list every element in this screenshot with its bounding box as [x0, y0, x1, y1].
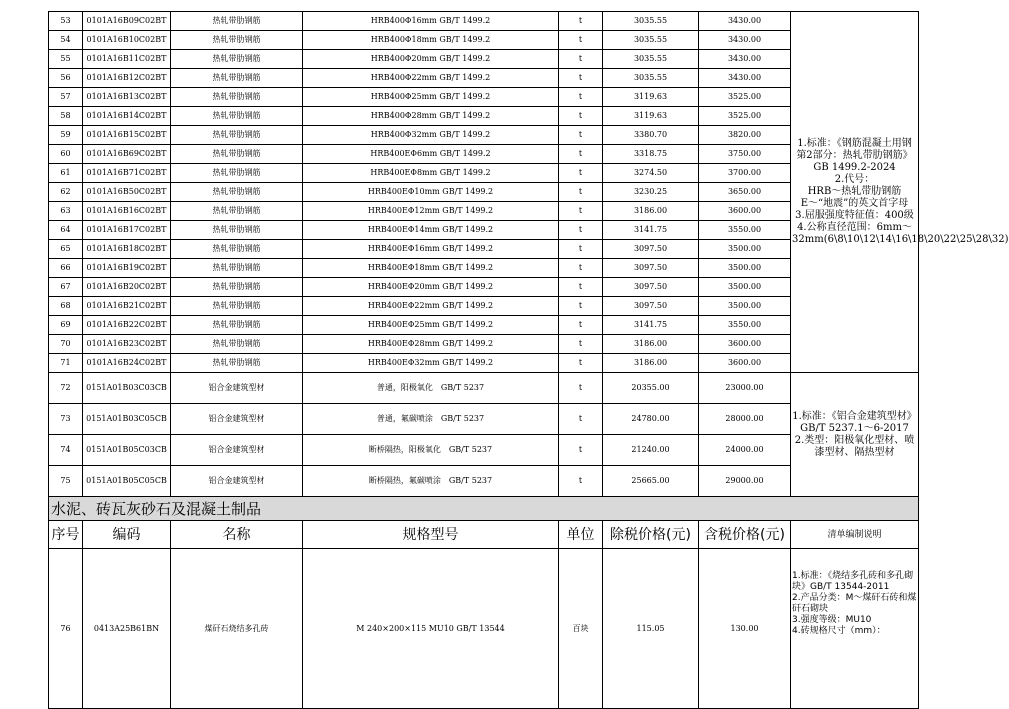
cell-code: 0101A16B22C02BT — [83, 316, 171, 335]
cell-price-inc-tax: 29000.00 — [699, 466, 791, 497]
cell-code: 0101A16B21C02BT — [83, 297, 171, 316]
cell-price-inc-tax: 23000.00 — [699, 373, 791, 404]
cell-name: 热轧带肋钢筋 — [171, 126, 303, 145]
cell-no: 64 — [49, 221, 83, 240]
cell-price-ex-tax: 3186.00 — [603, 335, 699, 354]
cell-no: 75 — [49, 466, 83, 497]
cell-price-inc-tax: 3430.00 — [699, 50, 791, 69]
cell-unit: t — [559, 316, 603, 335]
cell-name: 煤矸石烧结多孔砖 — [171, 549, 303, 709]
header-price-ex-tax: 除税价格(元) — [603, 521, 699, 549]
cell-price-ex-tax: 21240.00 — [603, 435, 699, 466]
cell-no: 69 — [49, 316, 83, 335]
cell-unit: t — [559, 435, 603, 466]
cell-unit: t — [559, 404, 603, 435]
cell-code: 0151A01B03C05CB — [83, 404, 171, 435]
cell-no: 54 — [49, 31, 83, 50]
table-row — [49, 164, 919, 183]
table-row — [49, 240, 919, 259]
cell-unit: t — [559, 259, 603, 278]
cell-price-ex-tax: 3380.70 — [603, 126, 699, 145]
cell-name: 热轧带肋钢筋 — [171, 316, 303, 335]
cell-no: 66 — [49, 259, 83, 278]
cell-no: 67 — [49, 278, 83, 297]
cell-code: 0101A16B23C02BT — [83, 335, 171, 354]
cell-name: 热轧带肋钢筋 — [171, 278, 303, 297]
table-row — [49, 466, 919, 497]
cell-code: 0151A01B05C05CB — [83, 466, 171, 497]
cell-code: 0151A01B05C03CB — [83, 435, 171, 466]
cell-spec: M 240×200×115 MU10 GB/T 13544 — [303, 549, 559, 709]
cell-name: 热轧带肋钢筋 — [171, 12, 303, 31]
cell-name: 铝合金建筑型材 — [171, 404, 303, 435]
cell-code: 0151A01B03C03CB — [83, 373, 171, 404]
cell-spec: HRB400Φ22mm GB/T 1499.2 — [303, 69, 559, 88]
cell-unit: t — [559, 69, 603, 88]
cell-code: 0101A16B10C02BT — [83, 31, 171, 50]
cell-spec: HRB400EΦ12mm GB/T 1499.2 — [303, 202, 559, 221]
cell-spec: HRB400EΦ16mm GB/T 1499.2 — [303, 240, 559, 259]
header-no: 序号 — [49, 521, 83, 549]
cell-name: 铝合金建筑型材 — [171, 466, 303, 497]
cell-price-ex-tax: 3318.75 — [603, 145, 699, 164]
brick-note: 1.标准：《烧结多孔砖和多孔砌块》GB/T 13544-2011 2.产品分类：M～煤矸石砖和煤矸石砌块 3.强度等级：MU10 4.砖规格尺寸（mm）： — [791, 549, 919, 709]
cell-no: 58 — [49, 107, 83, 126]
table-row — [49, 12, 919, 31]
cell-code: 0101A16B24C02BT — [83, 354, 171, 373]
cell-price-inc-tax: 3525.00 — [699, 107, 791, 126]
cell-spec: HRB400EΦ18mm GB/T 1499.2 — [303, 259, 559, 278]
cell-no: 60 — [49, 145, 83, 164]
cell-no: 71 — [49, 354, 83, 373]
cell-unit: t — [559, 31, 603, 50]
cell-spec: HRB400Φ18mm GB/T 1499.2 — [303, 31, 559, 50]
cell-unit: t — [559, 145, 603, 164]
table-row — [49, 69, 919, 88]
cell-no: 73 — [49, 404, 83, 435]
cell-spec: HRB400EΦ6mm GB/T 1499.2 — [303, 145, 559, 164]
table-row — [49, 31, 919, 50]
cell-no: 53 — [49, 12, 83, 31]
cell-price-inc-tax: 3700.00 — [699, 164, 791, 183]
cell-no: 56 — [49, 69, 83, 88]
cell-name: 热轧带肋钢筋 — [171, 297, 303, 316]
cell-price-ex-tax: 3119.63 — [603, 88, 699, 107]
cell-unit: t — [559, 354, 603, 373]
cell-price-inc-tax: 3750.00 — [699, 145, 791, 164]
cell-unit: t — [559, 107, 603, 126]
cell-name: 热轧带肋钢筋 — [171, 354, 303, 373]
cell-spec: HRB400Φ25mm GB/T 1499.2 — [303, 88, 559, 107]
cell-price-inc-tax: 3550.00 — [699, 316, 791, 335]
cell-price-inc-tax: 24000.00 — [699, 435, 791, 466]
cell-code: 0101A16B16C02BT — [83, 202, 171, 221]
cell-spec: HRB400EΦ10mm GB/T 1499.2 — [303, 183, 559, 202]
cell-price-inc-tax: 130.00 — [699, 549, 791, 709]
table-row — [49, 107, 919, 126]
cell-price-ex-tax: 3230.25 — [603, 183, 699, 202]
cell-price-ex-tax: 3097.50 — [603, 278, 699, 297]
cell-unit: t — [559, 126, 603, 145]
cell-price-inc-tax: 3500.00 — [699, 278, 791, 297]
cell-no: 59 — [49, 126, 83, 145]
cell-price-ex-tax: 3097.50 — [603, 240, 699, 259]
header-spec: 规格型号 — [303, 521, 559, 549]
cell-no: 74 — [49, 435, 83, 466]
cell-code: 0101A16B12C02BT — [83, 69, 171, 88]
cell-price-inc-tax: 3500.00 — [699, 297, 791, 316]
cell-price-ex-tax: 20355.00 — [603, 373, 699, 404]
cell-price-inc-tax: 3600.00 — [699, 202, 791, 221]
cell-unit: t — [559, 466, 603, 497]
cell-no: 63 — [49, 202, 83, 221]
table-row — [49, 549, 919, 709]
cell-price-ex-tax: 3119.63 — [603, 107, 699, 126]
cell-name: 热轧带肋钢筋 — [171, 145, 303, 164]
cell-no: 68 — [49, 297, 83, 316]
cell-unit: t — [559, 297, 603, 316]
cell-spec: HRB400EΦ14mm GB/T 1499.2 — [303, 221, 559, 240]
cell-price-ex-tax: 25665.00 — [603, 466, 699, 497]
cell-code: 0101A16B20C02BT — [83, 278, 171, 297]
cell-unit: t — [559, 221, 603, 240]
table-row — [49, 435, 919, 466]
cell-unit: t — [559, 50, 603, 69]
header-row — [49, 521, 919, 549]
cell-code: 0101A16B50C02BT — [83, 183, 171, 202]
cell-price-inc-tax: 3430.00 — [699, 31, 791, 50]
table-row — [49, 50, 919, 69]
cell-code: 0101A16B69C02BT — [83, 145, 171, 164]
section-title: 水泥、砖瓦灰砂石及混凝土制品 — [49, 497, 791, 521]
rebar-note: 1.标准：《钢筋混凝土用钢 第2部分：热轧带肋钢筋》GB 1499.2-2024 2.代号： HRB～热轧带肋钢筋 E～“地震”的英文首字母 3.屈服强度特征值：400级 4.公称直径范围：6mm～32mm(6\8\10\12\14\16\18\20\22\25\28\32) — [791, 12, 919, 373]
table-row — [49, 316, 919, 335]
cell-name: 热轧带肋钢筋 — [171, 69, 303, 88]
table-row — [49, 297, 919, 316]
cell-spec: HRB400EΦ28mm GB/T 1499.2 — [303, 335, 559, 354]
cell-name: 热轧带肋钢筋 — [171, 259, 303, 278]
cell-name: 铝合金建筑型材 — [171, 435, 303, 466]
cell-name: 热轧带肋钢筋 — [171, 107, 303, 126]
cell-code: 0101A16B13C02BT — [83, 88, 171, 107]
cell-price-inc-tax: 3500.00 — [699, 259, 791, 278]
cell-unit: t — [559, 183, 603, 202]
header-name: 名称 — [171, 521, 303, 549]
cell-price-ex-tax: 3186.00 — [603, 354, 699, 373]
section-row — [49, 497, 919, 521]
cell-spec: HRB400EΦ8mm GB/T 1499.2 — [303, 164, 559, 183]
cell-spec: 普通，氟碳喷涂 GB/T 5237 — [303, 404, 559, 435]
table-row — [49, 183, 919, 202]
cell-spec: HRB400Φ16mm GB/T 1499.2 — [303, 12, 559, 31]
cell-price-inc-tax: 3550.00 — [699, 221, 791, 240]
cell-price-inc-tax: 3600.00 — [699, 335, 791, 354]
cell-name: 热轧带肋钢筋 — [171, 221, 303, 240]
cell-price-inc-tax: 3820.00 — [699, 126, 791, 145]
cell-price-inc-tax: 3430.00 — [699, 12, 791, 31]
cell-unit: t — [559, 335, 603, 354]
cell-price-ex-tax: 3274.50 — [603, 164, 699, 183]
cell-spec: HRB400Φ28mm GB/T 1499.2 — [303, 107, 559, 126]
aluminium-note: 1.标准：《铝合金建筑型材》GB/T 5237.1～6-2017 2.类型：阳极氧化型材、喷漆型材、隔热型材 — [791, 373, 919, 497]
table-row — [49, 335, 919, 354]
cell-unit: t — [559, 240, 603, 259]
table-row — [49, 354, 919, 373]
cell-unit: t — [559, 278, 603, 297]
header-price-inc-tax: 含税价格(元) — [699, 521, 791, 549]
table-row — [49, 126, 919, 145]
header-note: 清单编制说明 — [791, 521, 919, 549]
cell-unit: 百块 — [559, 549, 603, 709]
cell-unit: t — [559, 88, 603, 107]
cell-name: 铝合金建筑型材 — [171, 373, 303, 404]
cell-spec: HRB400EΦ32mm GB/T 1499.2 — [303, 354, 559, 373]
cell-unit: t — [559, 373, 603, 404]
cell-unit: t — [559, 202, 603, 221]
cell-spec: 断桥隔热，氟碳喷涂 GB/T 5237 — [303, 466, 559, 497]
cell-price-ex-tax: 3141.75 — [603, 316, 699, 335]
cell-code: 0101A16B19C02BT — [83, 259, 171, 278]
cell-spec: HRB400EΦ22mm GB/T 1499.2 — [303, 297, 559, 316]
cell-price-ex-tax: 24780.00 — [603, 404, 699, 435]
cell-code: 0413A25B61BN — [83, 549, 171, 709]
price-table — [48, 11, 1009, 709]
cell-name: 热轧带肋钢筋 — [171, 202, 303, 221]
cell-spec: 普通，阳极氧化 GB/T 5237 — [303, 373, 559, 404]
cell-code: 0101A16B14C02BT — [83, 107, 171, 126]
cell-spec: HRB400EΦ20mm GB/T 1499.2 — [303, 278, 559, 297]
cell-name: 热轧带肋钢筋 — [171, 88, 303, 107]
cell-price-inc-tax: 3500.00 — [699, 240, 791, 259]
cell-no: 76 — [49, 549, 83, 709]
cell-price-ex-tax: 3035.55 — [603, 50, 699, 69]
cell-code: 0101A16B18C02BT — [83, 240, 171, 259]
cell-price-ex-tax: 3035.55 — [603, 12, 699, 31]
cell-code: 0101A16B09C02BT — [83, 12, 171, 31]
cell-price-ex-tax: 3097.50 — [603, 297, 699, 316]
cell-price-ex-tax: 3035.55 — [603, 31, 699, 50]
header-unit: 单位 — [559, 521, 603, 549]
cell-spec: HRB400Φ20mm GB/T 1499.2 — [303, 50, 559, 69]
header-code: 编码 — [83, 521, 171, 549]
cell-price-ex-tax: 115.05 — [603, 549, 699, 709]
table-row — [49, 88, 919, 107]
cell-no: 65 — [49, 240, 83, 259]
cell-spec: HRB400EΦ25mm GB/T 1499.2 — [303, 316, 559, 335]
cell-price-ex-tax: 3141.75 — [603, 221, 699, 240]
cell-price-ex-tax: 3097.50 — [603, 259, 699, 278]
cell-no: 55 — [49, 50, 83, 69]
cell-price-inc-tax: 3525.00 — [699, 88, 791, 107]
table-row — [49, 404, 919, 435]
cell-name: 热轧带肋钢筋 — [171, 50, 303, 69]
cell-price-inc-tax: 3650.00 — [699, 183, 791, 202]
cell-no: 70 — [49, 335, 83, 354]
cell-name: 热轧带肋钢筋 — [171, 335, 303, 354]
cell-no: 62 — [49, 183, 83, 202]
cell-name: 热轧带肋钢筋 — [171, 31, 303, 50]
cell-price-inc-tax: 3600.00 — [699, 354, 791, 373]
cell-spec: 断桥隔热，阳极氧化 GB/T 5237 — [303, 435, 559, 466]
cell-name: 热轧带肋钢筋 — [171, 164, 303, 183]
cell-no: 72 — [49, 373, 83, 404]
cell-unit: t — [559, 12, 603, 31]
cell-name: 热轧带肋钢筋 — [171, 240, 303, 259]
cell-price-ex-tax: 3035.55 — [603, 69, 699, 88]
cell-no: 61 — [49, 164, 83, 183]
cell-spec: HRB400Φ32mm GB/T 1499.2 — [303, 126, 559, 145]
table-row — [49, 278, 919, 297]
cell-code: 0101A16B15C02BT — [83, 126, 171, 145]
section-fill — [791, 497, 919, 521]
cell-price-inc-tax: 28000.00 — [699, 404, 791, 435]
table-row — [49, 221, 919, 240]
cell-unit: t — [559, 164, 603, 183]
cell-code: 0101A16B17C02BT — [83, 221, 171, 240]
table-row — [49, 202, 919, 221]
cell-code: 0101A16B71C02BT — [83, 164, 171, 183]
cell-no: 57 — [49, 88, 83, 107]
cell-name: 热轧带肋钢筋 — [171, 183, 303, 202]
table-row — [49, 145, 919, 164]
cell-price-inc-tax: 3430.00 — [699, 69, 791, 88]
table-row — [49, 373, 919, 404]
cell-code: 0101A16B11C02BT — [83, 50, 171, 69]
cell-price-ex-tax: 3186.00 — [603, 202, 699, 221]
table-row — [49, 259, 919, 278]
